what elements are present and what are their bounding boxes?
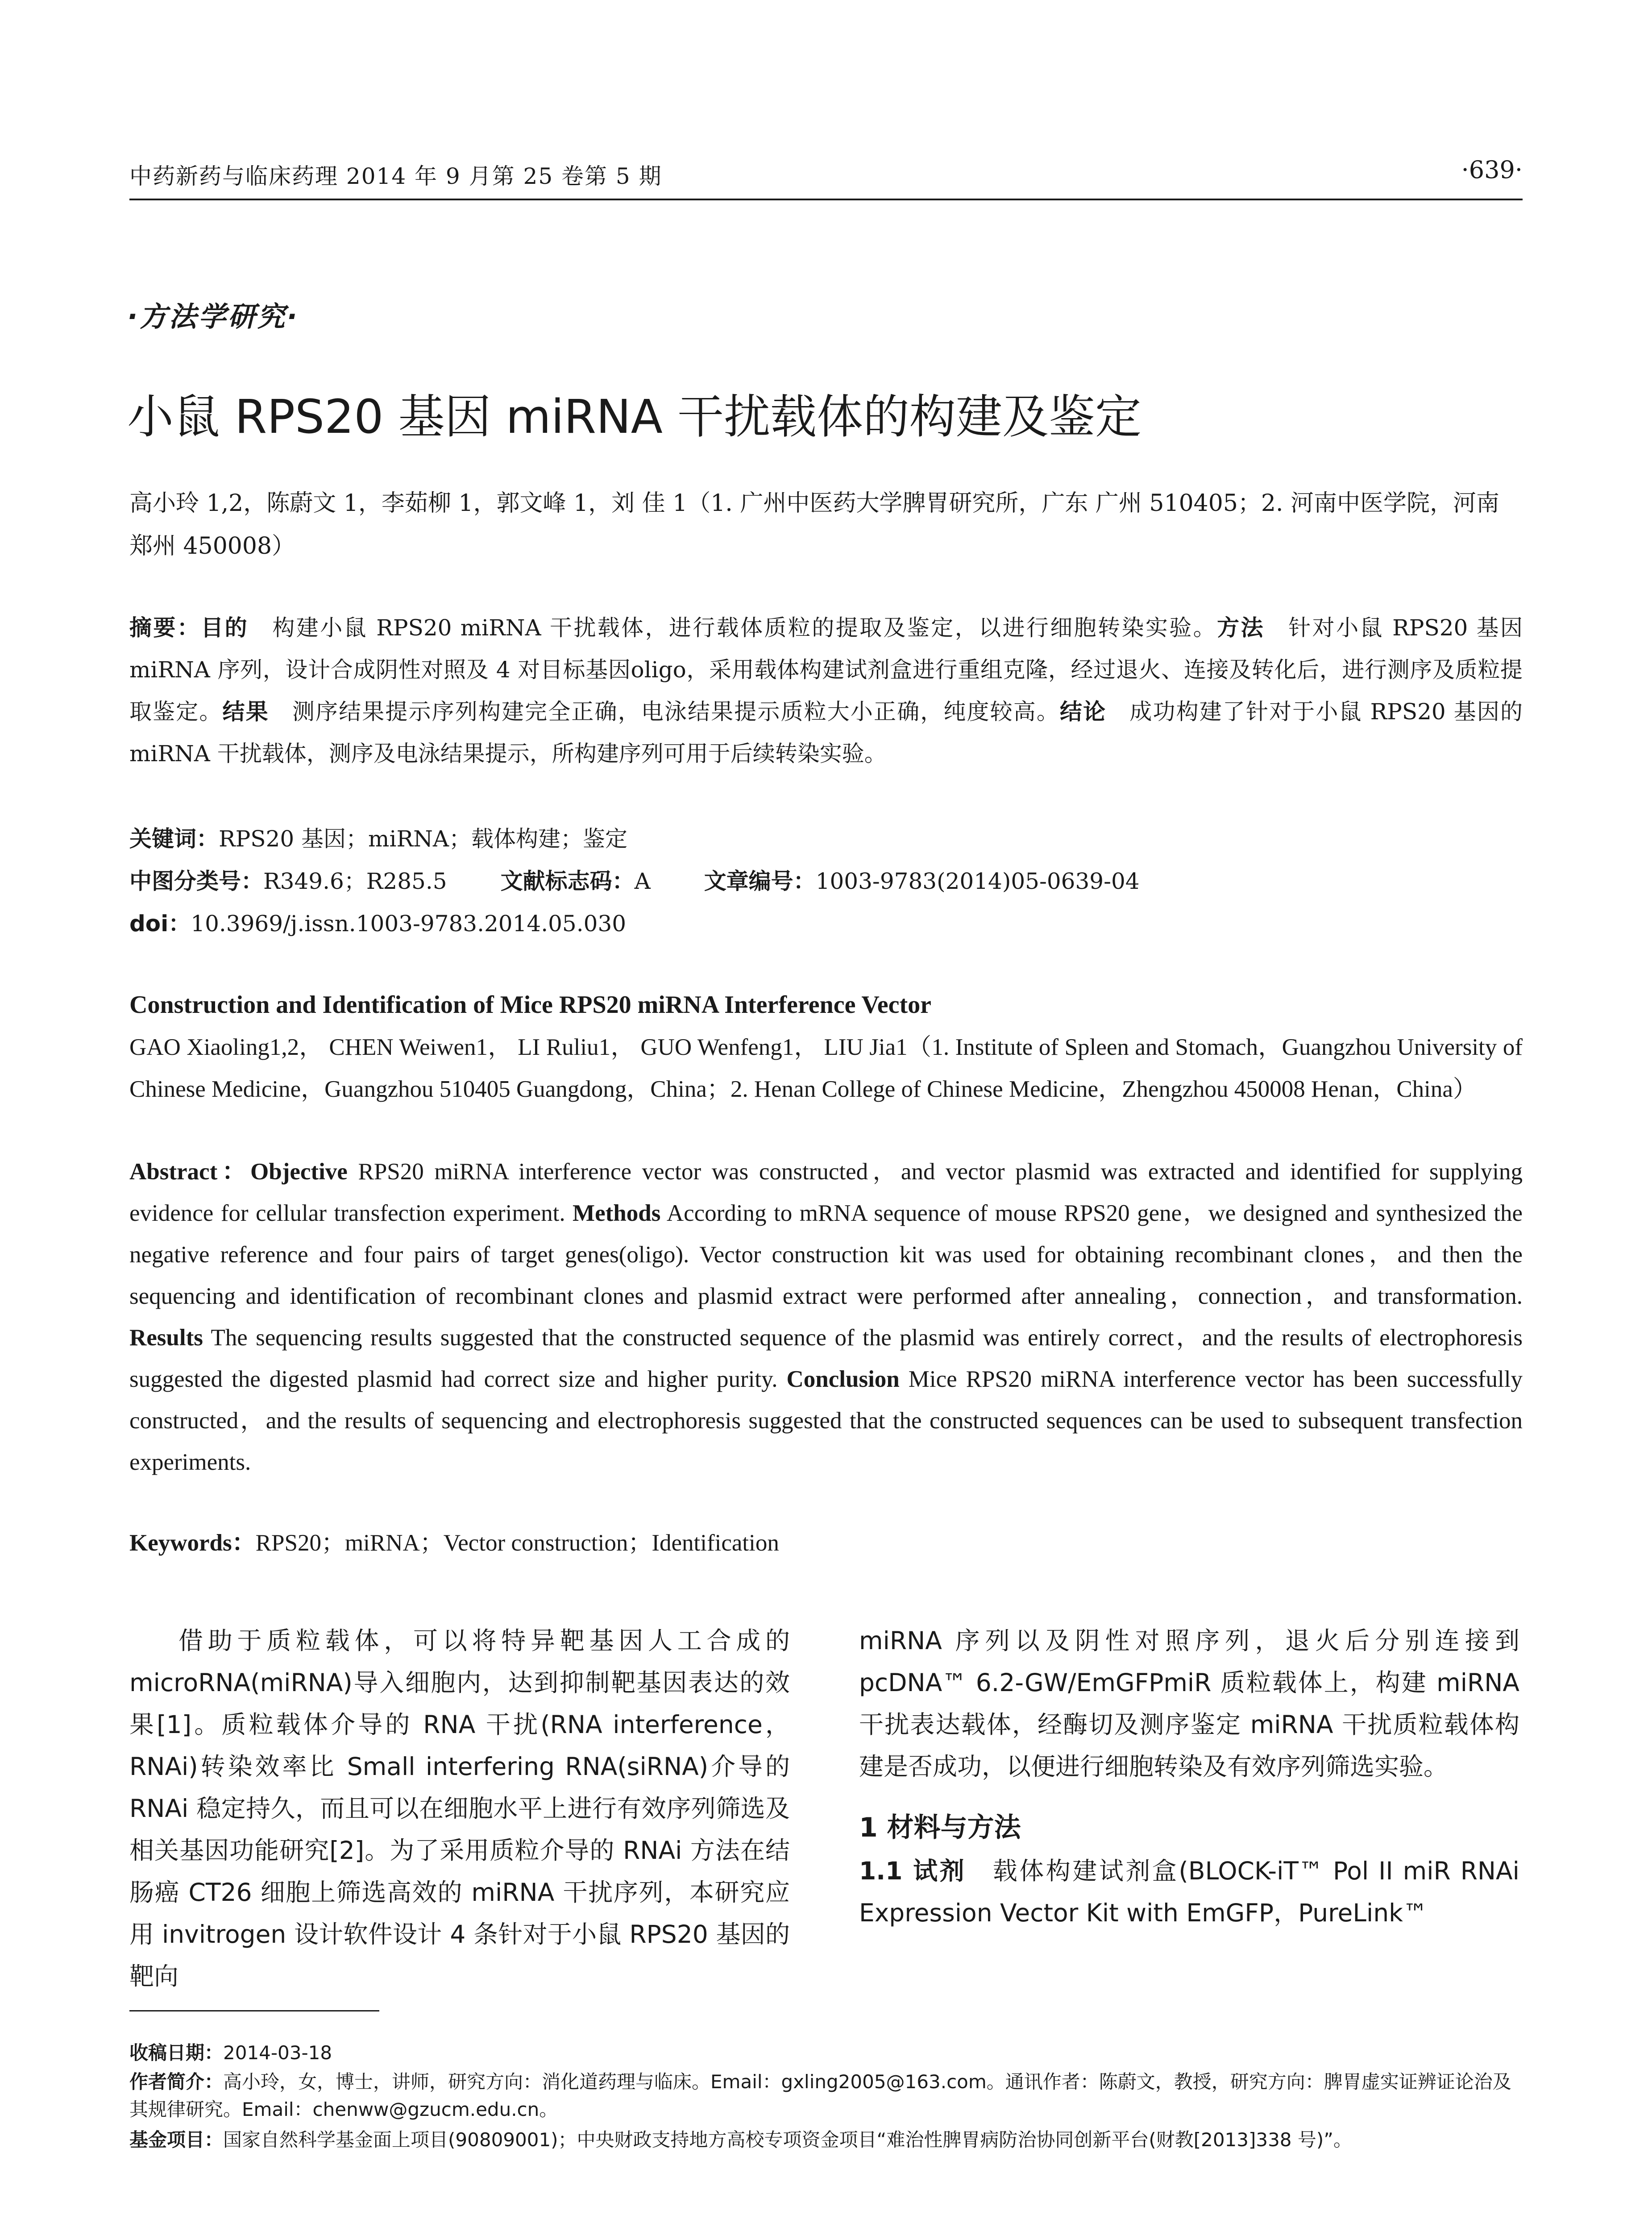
conclusion-en-text: Mice RPS20 miRNA interference vector has been successfully constructed，and the results of sequencing and electrophoresis suggested that the constructed sequences can be used to subsequent transfection experiments. <box>129 1366 1523 1475</box>
fund-value: 国家自然科学基金面上项目(90809001)；中央财政支持地方高校专项资金项目“难治性脾胃病防治协同创新平台(财教[2013]338 号)”。 <box>223 2129 1353 2151</box>
body-right-column <box>859 1620 1519 1934</box>
column-label: ·方法学研究· <box>127 300 299 333</box>
title-english: Construction and Identification of Mice RPS20 miRNA Interference Vector <box>129 991 931 1019</box>
received-date <box>129 2039 1523 2067</box>
received-value: 2014-03-18 <box>223 2042 332 2064</box>
author-info <box>129 2068 1523 2123</box>
doi-value: 10.3969/j.issn.1003-9783.2014.05.030 <box>191 911 627 937</box>
subsection-text: 载体构建试剂盒(BLOCK-iT™ Pol II miR RNAi Expression Vector Kit with EmGFP，PureLink™ <box>859 1857 1519 1927</box>
abstract-label: 摘要： <box>129 615 201 641</box>
objective-en-text: RPS20 miRNA interference vector was constructed，and vector plasmid was extracted and identified for supplying evidence for cellular transfection experiment. <box>129 1159 1523 1226</box>
methods-en-label: Methods <box>573 1200 661 1226</box>
page-number: ·639· <box>1461 156 1523 184</box>
footnote-rule <box>129 2010 379 2011</box>
subsection-1-1 <box>859 1850 1519 1934</box>
article-no-value: 1003-9783(2014)05-0639-04 <box>815 868 1140 894</box>
results-text: 测序结果提示序列构建完全正确，电泳结果提示质粒大小正确，纯度较高。 <box>292 699 1060 725</box>
keywords-label: 关键词： <box>129 826 219 852</box>
methods-text: 针对小鼠 RPS20 基因 miRNA 序列，设计合成阴性对照及 4 对目标基因oligo，采用载体构建试剂盒进行重组克隆，经过退火、连接及转化后，进行测序及质粒提取鉴定。 <box>129 615 1523 725</box>
doi-label: doi： <box>129 911 191 937</box>
authors-chinese: 高小玲 1,2，陈蔚文 1，李茹柳 1，郭文峰 1，刘 佳 1（1. 广州中医药大学脾胃研究所，广东 广州 510405；2. 河南中医学院，河南 郑州 450008） <box>129 490 1500 560</box>
fund-label: 基金项目： <box>129 2129 224 2151</box>
keywords-en-label: Keywords： <box>129 1530 256 1556</box>
conclusion-text: 成功构建了针对于小鼠 RPS20 基因的 miRNA 干扰载体，测序及电泳结果提示，所构建序列可用于后续转染实验。 <box>129 699 1523 767</box>
title-chinese: 小鼠 RPS20 基因 miRNA 干扰载体的构建及鉴定 <box>127 390 1141 444</box>
running-header <box>129 158 1523 194</box>
abstract-en-label: Abstract： <box>129 1159 251 1185</box>
clc-label: 中图分类号： <box>129 868 263 894</box>
methods-en-text: According to mRNA sequence of mouse RPS20 gene，we designed and synthesized the negative reference and four pairs of target genes(oligo). Vector construction kit was used for obtaining recombinant clones，and then the sequencing and identification of recombinant clones and plasmid extract were performed after annealing，connection，and transformation. <box>129 1200 1523 1309</box>
author-info-label: 作者简介： <box>129 2071 224 2093</box>
keywords-en-value: RPS20；miRNA；Vector construction；Identification <box>255 1530 779 1556</box>
doc-code-label: 文献标志码： <box>500 868 635 894</box>
clc-value: R349.6；R285.5 <box>263 868 447 894</box>
intro-continued: miRNA 序列以及阴性对照序列，退火后分别连接到 pcDNA™ 6.2-GW/EmGFPmiR 质粒载体上，构建 miRNA 干扰表达载体，经酶切及测序鉴定 miRNA 干扰质粒载体构建是否成功，以便进行细胞转染及有效序列筛选实验。 <box>859 1626 1519 1781</box>
methods-label: 方法 <box>1217 615 1265 641</box>
objective-en-label: Objective <box>250 1159 348 1185</box>
intro-paragraph: 借助于质粒载体，可以将特异靶基因人工合成的 microRNA(miRNA)导入细胞内，达到抑制靶基因表达的效果[1]。质粒载体介导的 RNA 干扰(RNA interference，RNAi)转染效率比 Small interfering RNA(siRNA)介导的 RNAi 稳定持久，而且可以在细胞水平上进行有效序列筛选及相关基因功能研究[2]。为了采用质粒介导的 RNAi 方法在结肠癌 CT26 细胞上筛选高效的 miRNA 干扰序列，本研究应用 invitrogen 设计软件设计 4 条针对于小鼠 RPS20 基因的靶向 <box>129 1626 790 1990</box>
objective-text: 构建小鼠 RPS20 miRNA 干扰载体，进行载体质粒的提取及鉴定，以进行细胞转染实验。 <box>272 615 1217 641</box>
classification-line <box>129 863 1523 896</box>
conclusion-label: 结论 <box>1059 699 1107 725</box>
results-label: 结果 <box>222 699 269 725</box>
authors-english: GAO Xiaoling1,2， CHEN Weiwen1， LI Ruliu1， GUO Wenfeng1， LIU Jia1（1. Institute of Spleen and Stomach，Guangzhou University of Chinese Medicine，Guangzhou 510405 Guangdong，China；2. Henan College of Chinese Medicine，Zhengzhou 450008 Henan，China） <box>129 1034 1523 1102</box>
keywords-english <box>129 1524 1523 1558</box>
author-info-value: 高小玲，女，博士，讲师，研究方向：消化道药理与临床。Email：gxling2005@163.com。通讯作者：陈蔚文，教授，研究方向：脾胃虚实证辨证论治及其规律研究。Email：chenww@gzucm.edu.cn。 <box>129 2071 1511 2120</box>
section-heading: 1 材料与方法 <box>859 1812 1021 1843</box>
subsection-label: 1.1 试剂 <box>859 1857 967 1885</box>
keywords-chinese <box>129 821 1523 853</box>
doc-code-value: A <box>634 868 651 894</box>
keywords-value: RPS20 基因；miRNA；载体构建；鉴定 <box>219 826 627 852</box>
objective-label: 目的 <box>201 615 249 641</box>
header-rule <box>129 199 1523 200</box>
conclusion-en-label: Conclusion <box>786 1366 900 1392</box>
received-label: 收稿日期： <box>129 2042 224 2064</box>
abstract-chinese <box>129 607 1523 775</box>
body-left-column <box>129 1620 790 1997</box>
results-en-text: The sequencing results suggested that the constructed sequence of the plasmid was entirely correct，and the results of electrophoresis suggested the digested plasmid had correct size and higher purity. <box>129 1325 1523 1392</box>
article-no-label: 文章编号： <box>704 868 816 894</box>
abstract-english <box>129 1151 1523 1483</box>
journal-name: 中药新药与临床药理 2014 年 9 月第 25 卷第 5 期 <box>129 163 662 189</box>
doi-line <box>129 906 1523 938</box>
fund-info <box>129 2126 1523 2154</box>
results-en-label: Results <box>129 1325 203 1351</box>
